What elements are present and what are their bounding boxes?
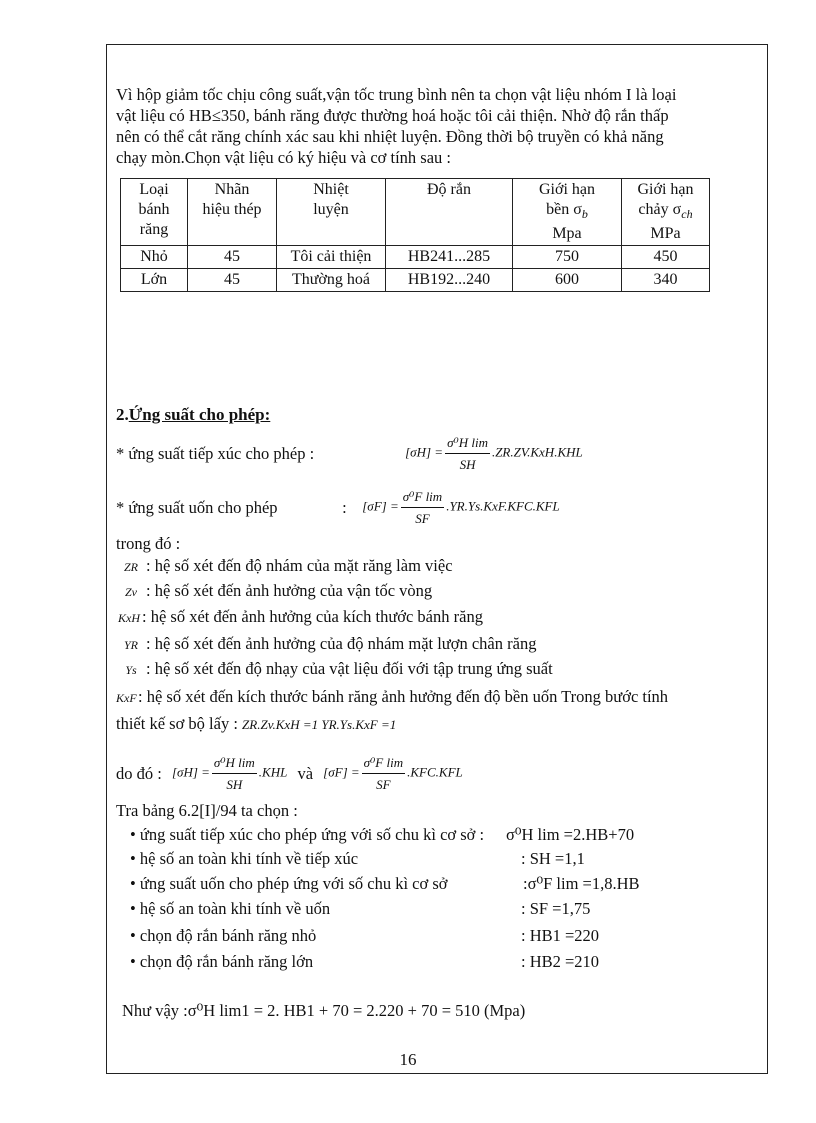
fraction bbox=[362, 752, 405, 795]
section-title bbox=[116, 404, 270, 425]
definition-text: : hệ số xét đến độ nhạy của vật liệu đối với tập trung ứng suất bbox=[146, 659, 553, 678]
formula-label: * ứng suất uốn cho phép bbox=[116, 498, 278, 517]
denominator: SH bbox=[459, 457, 476, 472]
table-cell: 45 bbox=[188, 269, 277, 292]
header-text: Mpa bbox=[552, 225, 582, 243]
table-cell: Lớn bbox=[121, 269, 188, 292]
definition-text: : hệ số xét đến ảnh hưởng của độ nhám mặt lượn chân răng bbox=[146, 634, 537, 653]
denominator: SH bbox=[226, 777, 243, 792]
definition-text: : hệ số xét đến kích thước bánh răng ảnh hưởng đến độ bền uốn Trong bước tính bbox=[138, 687, 669, 706]
table-cell: 750 bbox=[513, 246, 622, 269]
fraction bbox=[401, 486, 444, 529]
header-text: Loại bbox=[139, 181, 169, 198]
formula bbox=[405, 432, 583, 475]
formula-rhs: .ZR.ZV.KxH.KHL bbox=[491, 444, 583, 460]
header-text: Nhãn bbox=[214, 181, 250, 198]
symbol: KxF bbox=[116, 691, 137, 705]
formula bbox=[172, 752, 287, 795]
header-text: bánh bbox=[138, 201, 170, 218]
definition-item bbox=[116, 686, 668, 709]
bending-stress-formula bbox=[116, 486, 560, 529]
definition-item bbox=[116, 658, 553, 681]
symbol: ZR bbox=[123, 560, 138, 574]
formula-rhs: .YR.Ys.KxF.KFC.KFL bbox=[446, 498, 560, 514]
table-lookup-label: Tra bảng 6.2[I]/94 ta chọn : bbox=[116, 801, 298, 820]
design-label: thiết kế sơ bộ lấy : bbox=[116, 714, 238, 733]
list-item-value: : SH =1,1 bbox=[521, 849, 585, 868]
denominator: SF bbox=[376, 777, 391, 792]
definition-item bbox=[116, 580, 432, 603]
design-formula: ZR.Zv.KxH =1 YR.Ys.KxF =1 bbox=[242, 717, 397, 732]
list-item: • hệ số an toàn khi tính về uốn bbox=[130, 899, 331, 918]
list-item-value: :σ⁰F lim =1,8.HB bbox=[523, 874, 640, 893]
list-item: • chọn độ rắn bánh răng lớn bbox=[130, 952, 314, 971]
symbol: Zv bbox=[125, 585, 137, 599]
therefore-formula bbox=[116, 752, 463, 795]
fraction bbox=[445, 432, 490, 475]
definition-text: : hệ số xét đến độ nhám của mặt răng làm việc bbox=[146, 556, 453, 575]
header-text: hiệu thép bbox=[202, 201, 262, 218]
formula-lhs: [σF] = bbox=[323, 764, 360, 780]
table-cell: 450 bbox=[622, 246, 710, 269]
numerator: σ⁰F lim bbox=[401, 486, 444, 508]
list-item: • ứng suất tiếp xúc cho phép ứng với số chu kì cơ sở : bbox=[130, 825, 485, 844]
formula-label: * ứng suất tiếp xúc cho phép : bbox=[116, 444, 315, 463]
list-item-value: : SF =1,75 bbox=[521, 899, 591, 918]
list-item-value: : HB1 =220 bbox=[521, 926, 600, 945]
subscript: b bbox=[581, 207, 588, 222]
list-item: • chọn độ rắn bánh răng nhỏ bbox=[130, 926, 317, 945]
page-number: 16 bbox=[399, 1050, 417, 1069]
numerator: σ⁰F lim bbox=[362, 752, 405, 774]
header-text: MPa bbox=[650, 225, 681, 243]
therefore-label: do đó : bbox=[116, 764, 162, 783]
table-cell: 600 bbox=[513, 269, 622, 292]
formula-rhs: .KFC.KFL bbox=[407, 764, 463, 780]
list-item: • ứng suất uốn cho phép ứng với số chu kì cơ sở bbox=[130, 874, 448, 893]
definition-item bbox=[116, 606, 483, 629]
table-cell: HB192...240 bbox=[386, 269, 513, 292]
formula-lhs: [σF] = bbox=[362, 498, 399, 514]
formula-rhs: .KHL bbox=[258, 764, 288, 780]
section-2 bbox=[116, 0, 756, 1123]
intro-line-4: chạy mòn.Chọn vật liệu có ký hiệu và cơ tính sau : bbox=[116, 148, 451, 167]
contact-stress-formula bbox=[116, 432, 583, 475]
header-text: luyện bbox=[313, 201, 349, 218]
and-label: và bbox=[297, 764, 314, 783]
symbol: YR bbox=[123, 638, 138, 652]
section-number: 2. bbox=[116, 405, 129, 424]
header-text: Nhiệt bbox=[313, 181, 349, 198]
numerator: σ⁰H lim bbox=[212, 752, 257, 774]
list-item-value: σ⁰H lim =2.HB+70 bbox=[506, 825, 635, 844]
formula bbox=[362, 486, 559, 529]
formula-lhs: [σH] = bbox=[171, 764, 210, 780]
formula-lhs: [σH] = bbox=[405, 444, 444, 460]
result-line: Như vậy :σ⁰H lim1 = 2. HB1 + 70 = 2.220 + 70 = 510 (Mpa) bbox=[122, 1001, 526, 1020]
header-text: Giới hạn bbox=[538, 181, 595, 198]
colon: : bbox=[342, 498, 347, 517]
header-text: Độ rắn bbox=[427, 181, 471, 198]
fraction bbox=[212, 752, 257, 795]
list-item-value: : HB2 =210 bbox=[521, 952, 600, 971]
header-text-part: bền σ bbox=[546, 201, 582, 218]
list-item: • hệ số an toàn khi tính về tiếp xúc bbox=[130, 849, 359, 868]
table-cell: 45 bbox=[188, 246, 277, 269]
header-text-part: chảy σ bbox=[638, 201, 682, 218]
table-cell: Tôi cải thiện bbox=[277, 246, 386, 269]
definition-text: : hệ số xét đến ảnh hưởng của kích thước bánh răng bbox=[142, 607, 483, 626]
symbol: KxH bbox=[118, 611, 140, 625]
preliminary-design bbox=[116, 713, 396, 735]
table-cell: Nhỏ bbox=[121, 246, 188, 269]
definition-item bbox=[116, 633, 536, 656]
header-text: răng bbox=[139, 221, 169, 238]
table-cell: 340 bbox=[622, 269, 710, 292]
symbol: Ys bbox=[125, 663, 137, 677]
section-title-text: Ứng suất cho phép: bbox=[128, 405, 271, 424]
formula bbox=[323, 752, 463, 795]
denominator: SF bbox=[415, 511, 430, 526]
subscript: ch bbox=[681, 207, 693, 222]
definition-text: : hệ số xét đến ảnh hưởng của vận tốc vòng bbox=[146, 581, 433, 600]
intro-line-1: Vì hộp giảm tốc chịu công suất,vận tốc trung bình nên ta chọn vật liệu nhóm I là loại bbox=[116, 85, 677, 104]
table-cell: Thường hoá bbox=[277, 269, 386, 292]
numerator: σ⁰H lim bbox=[445, 432, 490, 454]
intro-line-2: vật liệu có HB≤350, bánh răng được thường hoá hoặc tôi cải thiện. Nhờ độ rắn thấp bbox=[116, 106, 669, 125]
table-cell: HB241...285 bbox=[386, 246, 513, 269]
definition-item bbox=[116, 555, 453, 578]
header-text: Giới hạn bbox=[637, 181, 694, 198]
where-label: trong đó : bbox=[116, 534, 181, 553]
intro-line-3: nên có thể cắt răng chính xác sau khi nhiệt luyện. Đồng thời bộ truyền có khả năng bbox=[116, 127, 664, 146]
